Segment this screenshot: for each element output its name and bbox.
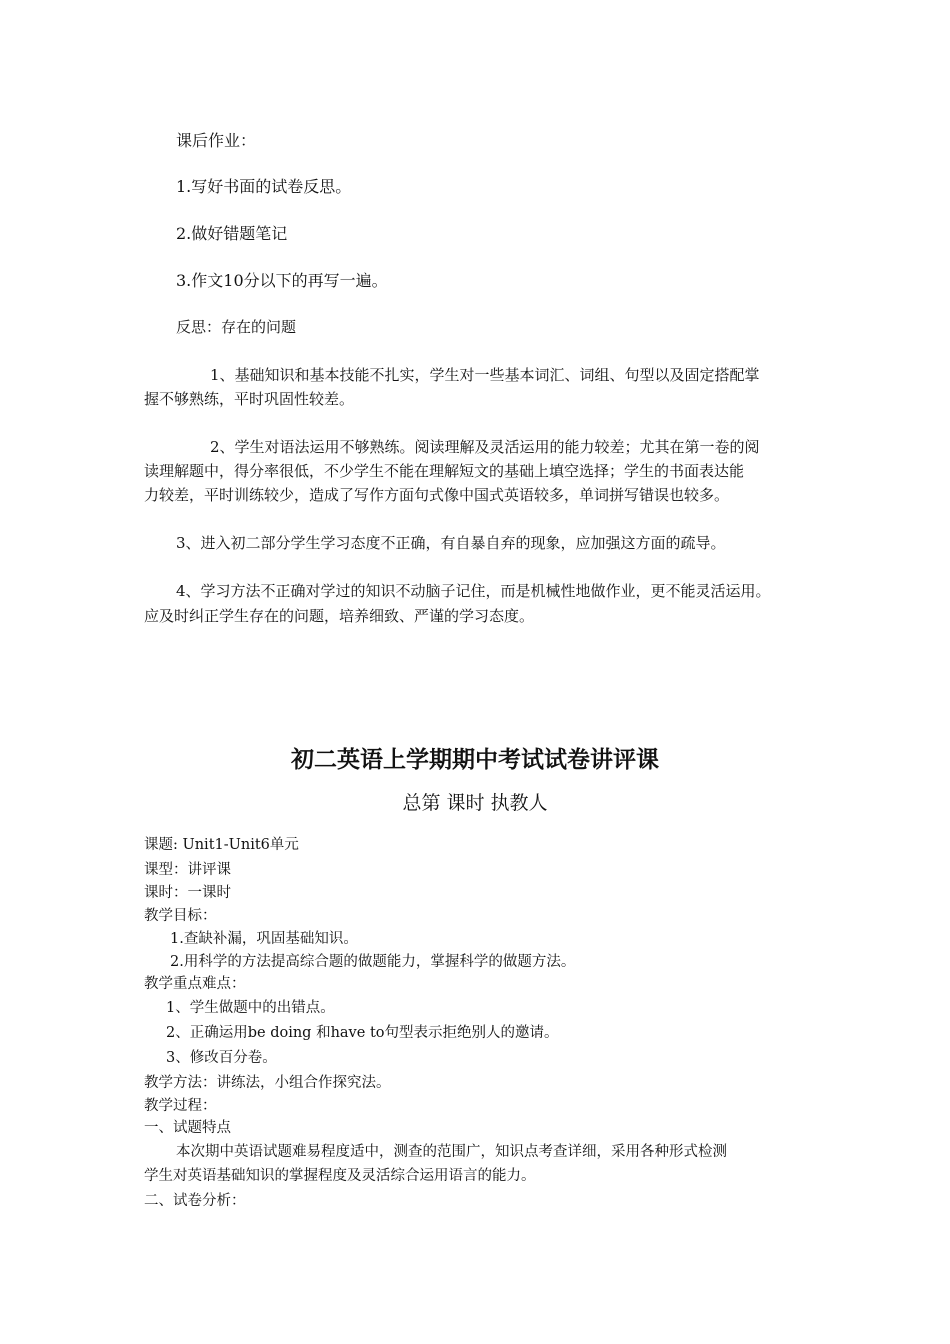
key-point-2: 2、正确运用be doing 和have to句型表示拒绝别人的邀请。 bbox=[166, 1025, 559, 1041]
lesson-subtitle: 总第 课时 执教人 bbox=[402, 792, 548, 814]
homework-heading: 课后作业： bbox=[176, 131, 257, 150]
goal-2: 2.用科学的方法提高综合题的做题能力，掌握科学的做题方法。 bbox=[170, 954, 576, 970]
reflection-p1-line1: 1、基础知识和基本技能不扎实，学生对一些基本词汇、词组、句型以及固定搭配掌 bbox=[210, 366, 760, 384]
reflection-p1-line2: 握不够熟练，平时巩固性较差。 bbox=[144, 390, 355, 408]
goals-heading: 教学目标： bbox=[144, 908, 217, 924]
process-heading: 教学过程： bbox=[144, 1098, 217, 1114]
section-2-heading: 二、试卷分析： bbox=[144, 1193, 246, 1209]
key-heading: 教学重点难点： bbox=[144, 976, 246, 992]
reflection-p4-line2: 应及时纠正学生存在的问题，培养细致、严谨的学习态度。 bbox=[144, 607, 535, 625]
reflection-p4-line1: 4、学习方法不正确对学过的知识不动脑子记住，而是机械性地做作业，更不能灵活运用。 bbox=[176, 582, 771, 600]
lesson-topic: 课题: Unit1-Unit6单元 bbox=[144, 837, 299, 853]
homework-item-1: 1.写好书面的试卷反思。 bbox=[176, 177, 352, 196]
reflection-p2-line2: 读理解题中，得分率很低，不少学生不能在理解短文的基础上填空选择；学生的书面表达能 bbox=[144, 462, 745, 480]
lesson-title: 初二英语上学期期中考试试卷讲评课 bbox=[291, 746, 659, 773]
reflection-p2-line3: 力较差，平时训练较少，造成了写作方面句式像中国式英语较多，单词拼写错误也较多。 bbox=[144, 486, 730, 504]
key-point-3: 3、修改百分卷。 bbox=[166, 1050, 277, 1066]
reflection-p2-line1: 2、学生对语法运用不够熟练。阅读理解及灵活运用的能力较差；尤其在第一卷的阅 bbox=[210, 438, 760, 456]
goal-1: 1.查缺补漏，巩固基础知识。 bbox=[170, 931, 358, 947]
lesson-type: 课型：讲评课 bbox=[144, 862, 231, 878]
teaching-method: 教学方法：讲练法，小组合作探究法。 bbox=[144, 1075, 391, 1091]
homework-item-3: 3.作文10分以下的再写一遍。 bbox=[176, 271, 388, 290]
key-point-1: 1、学生做题中的出错点。 bbox=[166, 1000, 335, 1016]
section-1-line1: 本次期中英语试题难易程度适中，测查的范围广，知识点考查详细，采用各种形式检测 bbox=[176, 1144, 727, 1160]
reflection-p3: 3、进入初二部分学生学习态度不正确，有自暴自弃的现象，应加强这方面的疏导。 bbox=[176, 534, 726, 552]
homework-item-2: 2.做好错题笔记 bbox=[176, 224, 288, 243]
lesson-hours: 课时：一课时 bbox=[144, 885, 231, 901]
section-1-heading: 一、试题特点 bbox=[144, 1120, 231, 1136]
reflection-heading: 反思：存在的问题 bbox=[176, 318, 297, 336]
section-1-line2: 学生对英语基础知识的掌握程度及灵活综合运用语言的能力。 bbox=[144, 1168, 536, 1184]
